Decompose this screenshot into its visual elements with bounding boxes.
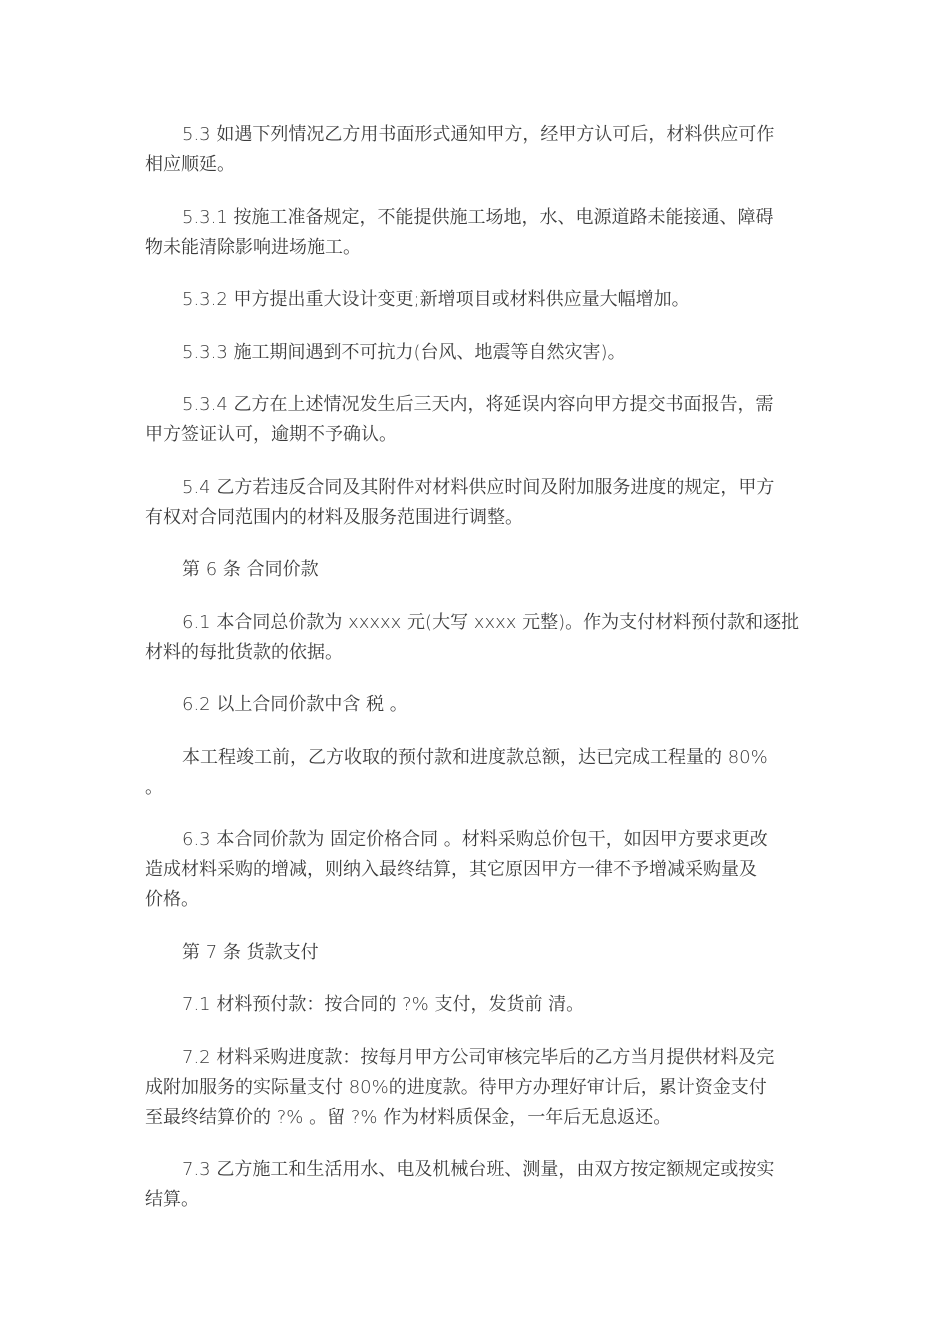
clause-paragraph bbox=[145, 473, 807, 533]
clause-paragraph bbox=[145, 120, 807, 180]
text-line: 成附加服务的实际量支付 80%的进度款。待甲方办理好审计后，累计资金支付 bbox=[145, 1076, 767, 1098]
text-line: 5.4 乙方若违反合同及其附件对材料供应时间及附加服务进度的规定，甲方 bbox=[182, 476, 775, 498]
text-line: 7.3 乙方施工和生活用水、电及机械台班、测量，由双方按定额规定或按实 bbox=[182, 1159, 775, 1180]
clause-paragraph bbox=[145, 825, 807, 915]
text-line: 第 7 条 货款支付 bbox=[182, 941, 319, 963]
clause-paragraph bbox=[145, 990, 807, 1020]
text-line: 第 6 条 合同价款 bbox=[182, 559, 319, 580]
text-line: 造成材料采购的增减，则纳入最终结算，其它原因甲方一律不予增减采购量及 bbox=[145, 859, 757, 880]
text-line: 5.3.3 施工期间遇到不可抗力(台风、地震等自然灾害)。 bbox=[182, 341, 626, 363]
text-line: 有权对合同范围内的材料及服务范围进行调整。 bbox=[145, 506, 523, 528]
text-line: 价格。 bbox=[145, 889, 199, 910]
text-line: 5.3.4 乙方在上述情况发生后三天内，将延误内容向甲方提交书面报告，需 bbox=[182, 394, 774, 415]
text-line: 7.2 材料采购进度款：按每月甲方公司审核完毕后的乙方当月提供材料及完 bbox=[182, 1046, 775, 1068]
clause-paragraph bbox=[145, 1043, 807, 1133]
text-line: 至最终结算价的 ?% 。留 ?% 作为材料质保金，一年后无息返还。 bbox=[145, 1106, 672, 1128]
text-line: 7.1 材料预付款：按合同的 ?% 支付，发货前 清。 bbox=[182, 994, 585, 1015]
clause-paragraph bbox=[145, 203, 807, 263]
text-line: 5.3.1 按施工准备规定，不能提供施工场地，水、电源道路未能接通、障碍 bbox=[182, 206, 774, 228]
text-line: 5.3 如遇下列情况乙方用书面形式通知甲方，经甲方认可后，材料供应可作 bbox=[182, 124, 775, 145]
clause-paragraph bbox=[145, 1155, 807, 1215]
text-line: 本工程竣工前，乙方收取的预付款和进度款总额，达已完成工程量的 80% bbox=[182, 746, 768, 768]
document-page bbox=[145, 120, 807, 1238]
section-heading bbox=[145, 938, 807, 968]
text-line: 甲方签证认可，逾期不予确认。 bbox=[145, 424, 397, 445]
text-line: 6.2 以上合同价款中含 税 。 bbox=[182, 694, 408, 715]
text-line: 6.3 本合同价款为 固定价格合同 。材料采购总价包干，如因甲方要求更改 bbox=[182, 829, 768, 850]
clause-paragraph bbox=[145, 390, 807, 450]
text-line: 5.3.2 甲方提出重大设计变更;新增项目或材料供应量大幅增加。 bbox=[182, 289, 690, 310]
clause-paragraph bbox=[145, 608, 807, 668]
clause-paragraph bbox=[145, 285, 807, 315]
section-heading bbox=[145, 555, 807, 585]
text-line: 相应顺延。 bbox=[145, 154, 235, 175]
text-line: 。 bbox=[145, 776, 163, 798]
text-line: 物未能清除影响进场施工。 bbox=[145, 236, 361, 258]
text-line: 6.1 本合同总价款为 xxxxx 元(大写 xxxx 元整)。作为支付材料预付款和逐批 bbox=[182, 611, 800, 633]
clause-paragraph bbox=[145, 338, 807, 368]
text-line: 结算。 bbox=[145, 1189, 199, 1210]
text-line: 材料的每批货款的依据。 bbox=[145, 641, 343, 663]
clause-paragraph bbox=[145, 690, 807, 720]
clause-paragraph bbox=[145, 743, 807, 803]
